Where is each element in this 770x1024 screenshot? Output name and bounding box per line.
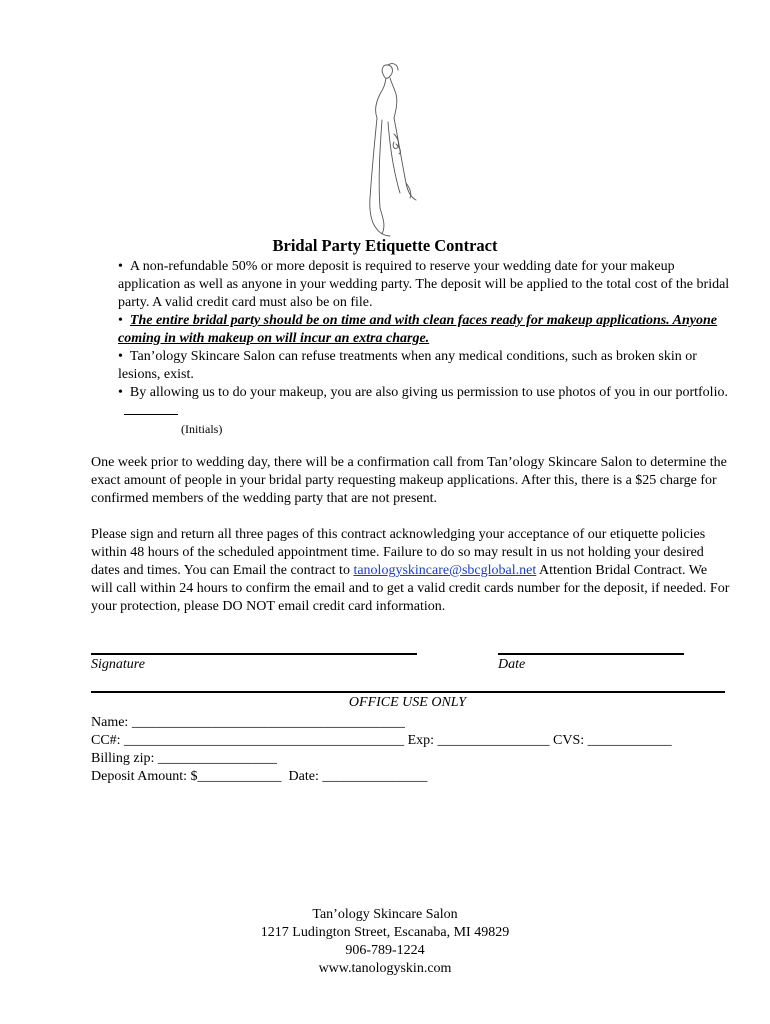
footer-address (0, 906, 770, 978)
office-divider (91, 691, 725, 693)
return-text-before: Please sign and return all three pages of this contract acknowledging your acceptance of our etiquette policies within 48 hours of the scheduled appointment time. Failure to do so may result in us not holding your desired dates and times. You can Email the contract to (91, 527, 706, 578)
bullet-deposit-text: A non-refundable 50% or more deposit is required to reserve your wedding date for your makeup application as well as anyone in your wedding party. The deposit will be applied to the total cost of the bridal party. A valid credit card must also be on file. (118, 259, 730, 310)
office-deposit-field: Deposit Amount: $____________ Date: _______________ (91, 769, 428, 784)
return-text-after: Attention Bridal Contract. We will call within 24 hours to confirm the email and to get a valid credit cards number for the deposit, if needed. For your protection, please DO NOT email credit card information. (91, 563, 730, 614)
email-link[interactable]: tanologyskincare@sbcglobal.net (353, 563, 537, 578)
bullet-on-time: • The entire bridal party should be on time and with clean faces ready for makeup applications. Anyone coming in with makeup on will incur an extra charge. (118, 313, 718, 346)
signature-label: Signature (91, 657, 145, 672)
date-label: Date (498, 657, 526, 672)
bullet-list (118, 258, 733, 421)
bride-sketch-logo (350, 58, 430, 238)
footer-street: 1217 Ludington Street, Escanaba, MI 49829 (260, 925, 510, 940)
document-title: Bridal Party Etiquette Contract (272, 236, 498, 255)
bullet-refuse: • Tan’ology Skincare Salon can refuse treatments when any medical conditions, such as broken skin or lesions, exist. (118, 349, 697, 382)
office-name-field: Name: _______________________________________ (91, 715, 405, 730)
footer-business-name: Tan’ology Skincare Salon (312, 907, 458, 922)
initials-field[interactable] (124, 402, 178, 415)
initials-label: (Initials) (181, 422, 223, 436)
confirmation-paragraph: One week prior to wedding day, there will be a confirmation call from Tan’ology Skincare Salon to determine the exact amount of people in your bridal party requesting makeup applications. After this, there is a $25 charge for confirmed members of the wedding party that are not present. (91, 455, 727, 506)
bullet-on-time-text: The entire bridal party should be on time and with clean faces ready for makeup applications. Anyone coming in with makeup on will incur an extra charge. (118, 313, 718, 346)
bullet-photos-text: By allowing us to do your makeup, you are also giving us permission to use photos of you in our portfolio. (129, 385, 728, 400)
office-use-title: OFFICE USE ONLY (348, 695, 467, 710)
date-line[interactable] (498, 653, 684, 655)
office-zip-field: Billing zip: _________________ (91, 751, 277, 766)
footer-phone: 906-789-1224 (345, 943, 425, 958)
office-cc-field: CC#: ________________________________________ Exp: ________________ CVS: ____________ (91, 733, 672, 748)
bullet-photos: • By allowing us to do your makeup, you are also giving us permission to use photos of you in our portfolio. (118, 384, 733, 421)
bullet-deposit: • A non-refundable 50% or more deposit is required to reserve your wedding date for your makeup application as well as anyone in your wedding party. The deposit will be applied to the total cost of the bridal party. A valid credit card must also be on file. (118, 259, 730, 310)
return-contract-paragraph (91, 526, 731, 616)
footer-website: www.tanologyskin.com (318, 961, 452, 976)
bullet-refuse-text: Tan’ology Skincare Salon can refuse treatments when any medical conditions, such as broken skin or lesions, exist. (118, 349, 697, 382)
signature-line[interactable] (91, 653, 417, 655)
